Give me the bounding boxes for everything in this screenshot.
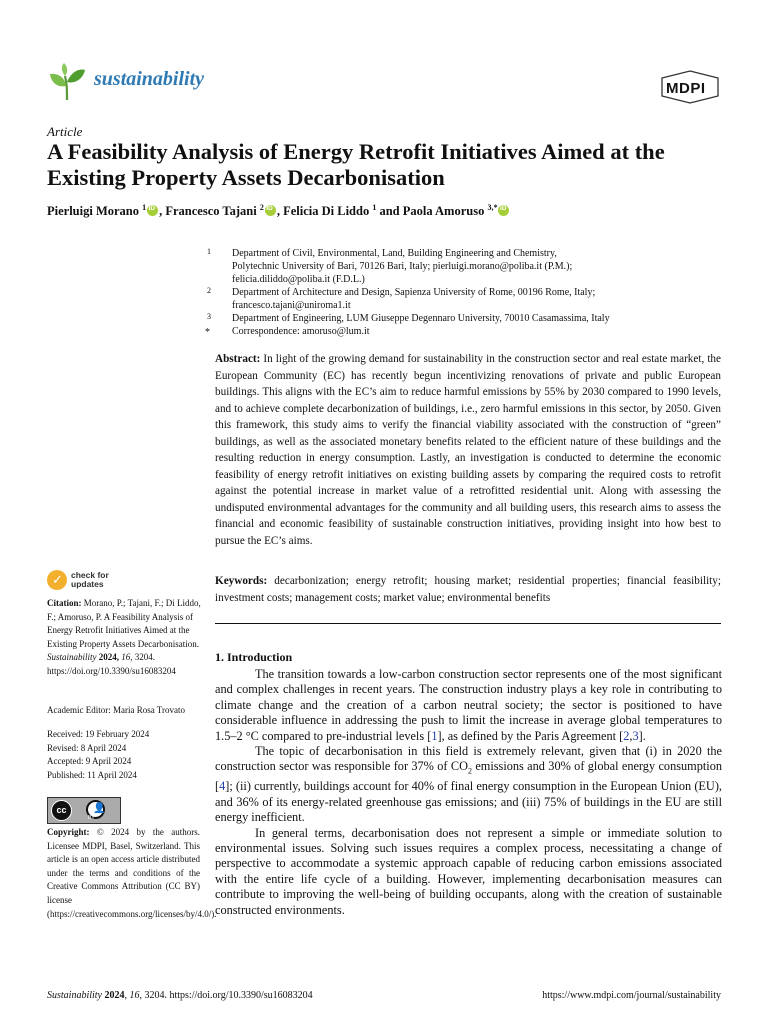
- reference-link[interactable]: 1: [431, 728, 438, 743]
- author-separator: and: [376, 204, 403, 219]
- citation-label: Citation:: [47, 598, 82, 608]
- author-name: Francesco Tajani: [165, 204, 257, 219]
- author-name: Paola Amoruso: [402, 204, 485, 219]
- affiliation-number: 3: [207, 312, 211, 321]
- affiliation-line: Department of Architecture and Design, Sapienza University of Rome, 00196 Rome, Italy;: [232, 287, 596, 298]
- check-for-updates-button[interactable]: [47, 570, 137, 592]
- author-name: Pierluigi Morano: [47, 204, 139, 219]
- abstract-label: Abstract:: [215, 353, 261, 365]
- abstract-text: In light of the growing demand for sustainability in the construction sector and real estate market, the European Community (EC) has recently begun incentivizing renovations of private and public European buildings. This aligns with the EC’s aim to reduce harmful emissions by 55% by 2030 compared to 1990 levels, and to achieve complete decarbonization of buildings, i.e., zero harmful emissions in this sector, by 2050. Given this framework, this study aims to verify the financial viability associated with the construction of “green” buildings, as well as the associated monetary benefits related to the efficient nature of these buildings and the resulting reduction in energy consumption. Lastly, an investigation is conducted to determine the economic feasibility of energy retrofit initiatives on existing building assets by comparing the required costs to retrofit against the potential increase in market value of a retrofitted residential unit. Along with assessing the undisputed environmental advantages for the community and all building users, this research aims to assess the financial and economic feasibility of sustainable construction initiatives, providing insight into how best to pursue the EC’s aims.: [215, 353, 721, 547]
- author-affil-sup: 2: [259, 203, 264, 212]
- paragraph: In general terms, decarbonisation does not represent a simple or immediate solution to environmental issues. Solving such issues requires a complex process, necessitating a change of perspective to accommodate a systemic approach capable of reducing carbon emissions associated with the entire life cycle of a building. However, implementing decarbonisation measures can contribute to improving the well-being of building occupants, along with the creation of sustainable constructed environments.: [215, 825, 722, 917]
- check-updates-label: check for: [71, 570, 109, 580]
- orcid-icon[interactable]: [147, 205, 158, 216]
- author-name: Felicia Di Liddo: [283, 204, 370, 219]
- paragraph: The topic of decarbonisation in this field is extremely relevant, given that (i) in 2020 the construction sector was responsible for 37% of $CO_2$ emissions and 30% of global energy consumption [4]; (ii) currently, buildings account for 40% of final energy consumption in the European Union (EU), and 36% of its energy-related greenhouse gas emissions; and (iii) 75% of buildings in the EU are still energy inefficient.: [215, 744, 722, 825]
- creative-commons-icon: cc: [51, 800, 72, 821]
- divider: [215, 623, 721, 624]
- reference-link[interactable]: 2: [623, 728, 630, 743]
- correspondence-marker: *: [205, 327, 210, 338]
- citation: [47, 597, 202, 678]
- author-affil-sup: 1: [142, 203, 147, 212]
- reference-link[interactable]: 3: [632, 728, 639, 743]
- journal-name: sustainability: [94, 68, 205, 90]
- citation-text: Morano, P.; Tajani, F.; Di Liddo, F.; Amoruso, P. A Feasibility Analysis of Energy Retrofit Initiatives Aimed at the Existing Property Assets Decarbonisation.: [47, 598, 201, 649]
- affiliation-line: Polytechnic University of Bari, 70126 Bari, Italy; pierluigi.morano@poliba.it (P.M.);: [232, 261, 573, 273]
- check-updates-icon: ✓: [47, 570, 67, 590]
- attribution-person-icon: 👤: [86, 800, 105, 819]
- affiliation-line: francesco.tajani@uniroma1.it: [232, 300, 351, 312]
- correspondence: [205, 325, 712, 338]
- affiliation-line: felicia.diliddo@poliba.it (F.D.L.): [232, 274, 365, 286]
- author-affil-sup: 3,*: [487, 203, 498, 212]
- citation-doi[interactable]: , 3204. https://doi.org/10.3390/su16083204: [47, 652, 176, 676]
- check-updates-label: updates: [71, 579, 104, 589]
- date-accepted: Accepted: 9 April 2024: [47, 756, 132, 766]
- sustainability-logo-icon: [47, 62, 87, 102]
- affiliation-2: [207, 286, 712, 312]
- article-type: Article: [47, 124, 83, 139]
- cc-by-label: BY: [88, 815, 95, 821]
- cc-by-license-badge[interactable]: [47, 797, 121, 824]
- dates: [47, 728, 202, 782]
- academic-editor: Academic Editor: Maria Rosa Trovato: [47, 705, 185, 715]
- paragraph: The transition towards a low-carbon construction sector represents one of the most significant and complex challenges in recent years. The construction industry plays a key role in contributing to climate change and the creation of a carbon neutral society; the sector is positioned to have considerable influence in addressing the push to limit the increase in average global temperatures to 1.5–2 °C compared to pre-industrial levels [1], as defined by the Paris Agreement [2,3].: [215, 667, 722, 743]
- orcid-icon[interactable]: [265, 205, 276, 216]
- author-separator: ,: [159, 204, 166, 219]
- date-published: Published: 11 April 2024: [47, 769, 137, 780]
- citation-volume: 16: [121, 652, 131, 662]
- affiliation-line: Department of Engineering, LUM Giuseppe Degennaro University, 70010 Casamassima, Italy: [232, 313, 610, 324]
- publisher-logo: [660, 70, 720, 104]
- affiliation-1: [207, 247, 712, 287]
- footer-citation: Sustainability 2024, 16, 3204. https://doi.org/10.3390/su16083204: [47, 990, 313, 1001]
- date-revised: Revised: 8 April 2024: [47, 742, 127, 753]
- copyright-text: © 2024 by the authors. Licensee MDPI, Basel, Switzerland. This article is an open access article distributed under the terms and conditions of the Creative Commons Attribution (CC BY) license (https://creativecommons.org/licenses/by/4.0/).: [47, 827, 217, 919]
- author-affil-sup: 1: [372, 203, 377, 212]
- orcid-icon[interactable]: [498, 205, 509, 216]
- keywords-label: Keywords:: [215, 575, 268, 587]
- copyright-label: Copyright:: [47, 827, 90, 837]
- publisher-name: MDPI: [666, 80, 706, 97]
- keywords-text: decarbonization; energy retrofit; housing market; residential properties; financial feasibility; investment costs; management costs; market value; environmental benefits: [215, 575, 721, 604]
- introduction-body: [215, 667, 722, 918]
- date-received: Received: 19 February 2024: [47, 729, 150, 739]
- affiliation-3: [207, 312, 712, 325]
- citation-journal: Sustainability: [47, 652, 97, 662]
- section-heading: 1. Introduction: [215, 650, 293, 664]
- affiliation-line: Department of Civil, Environmental, Land, Building Engineering and Chemistry,: [232, 248, 557, 259]
- author-separator: ,: [276, 204, 284, 219]
- keywords: [215, 573, 721, 606]
- correspondence-line: Correspondence: amoruso@lum.it: [232, 326, 370, 337]
- author-list: [47, 203, 737, 219]
- affiliation-number: 2: [207, 286, 211, 295]
- reference-link[interactable]: 4: [219, 779, 226, 794]
- footer-doi[interactable]: , 3204. https://doi.org/10.3390/su16083204: [139, 990, 313, 1001]
- affiliation-number: 1: [207, 247, 211, 256]
- abstract: [215, 351, 721, 549]
- footer-journal-url[interactable]: https://www.mdpi.com/journal/sustainability: [542, 990, 721, 1001]
- copyright: [47, 826, 217, 921]
- paper-title: A Feasibility Analysis of Energy Retrofit Initiatives Aimed at the Existing Property Assets Decarbonisation: [47, 139, 665, 190]
- citation-year: 2024,: [96, 652, 122, 662]
